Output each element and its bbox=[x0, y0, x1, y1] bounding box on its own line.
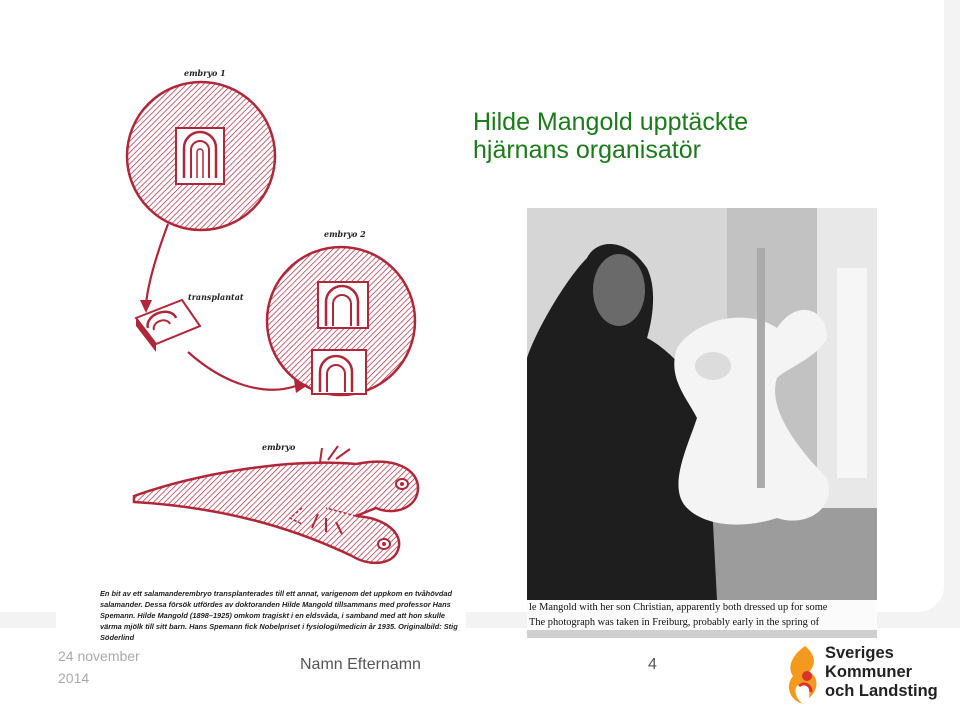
photo-caption-line-1: le Mangold with her son Christian, apparently both dressed up for some bbox=[529, 602, 828, 613]
title-line-1: Hilde Mangold upptäckte bbox=[473, 108, 749, 136]
logo-line-2: Kommuner bbox=[825, 663, 913, 681]
label-embryo-2: embryo 2 bbox=[324, 229, 366, 239]
label-embryo: embryo bbox=[262, 442, 296, 452]
diagram-illustration bbox=[56, 56, 466, 656]
label-embryo-1: embryo 1 bbox=[184, 68, 226, 78]
photo-caption-line-2: The photograph was taken in Freiburg, probably early in the spring of bbox=[529, 617, 820, 628]
footer-date: 24 november 2014 bbox=[58, 648, 140, 686]
photo-caption bbox=[527, 600, 877, 630]
diagram-caption: En bit av ett salamanderembryo transplanterades till ett annat, varigenom det uppkom en tvåhövdad salamander. Dessa försök utfördes av doktoranden Hilde Mangold tillsammans med professor Hans Spemann. Hilde Mangold (1898–1925) omkom tragiskt i en eldsvåda, i samband med att hon skulle värma mjölk till sitt barn. Hans Spemann fick Nobelpriset i fysiologi/medicin år 1935. Originalbild: Stig Söderlind bbox=[100, 589, 458, 642]
skl-flame-icon bbox=[785, 642, 825, 708]
skl-logo bbox=[785, 642, 955, 708]
salamander-body bbox=[134, 462, 418, 563]
page-number: 4 bbox=[648, 656, 657, 673]
footer-author: Namn Efternamn bbox=[300, 656, 421, 673]
embryo-diagram bbox=[56, 56, 466, 656]
photo-image bbox=[527, 208, 877, 600]
historical-photo bbox=[527, 208, 877, 638]
label-transplantat: transplantat bbox=[188, 292, 244, 302]
logo-line-3: och Landsting bbox=[825, 682, 938, 700]
slide-title bbox=[473, 108, 873, 164]
logo-line-1: Sveriges bbox=[825, 644, 894, 662]
logo-wordmark bbox=[825, 644, 938, 701]
title-line-2: hjärnans organisatör bbox=[473, 136, 701, 164]
